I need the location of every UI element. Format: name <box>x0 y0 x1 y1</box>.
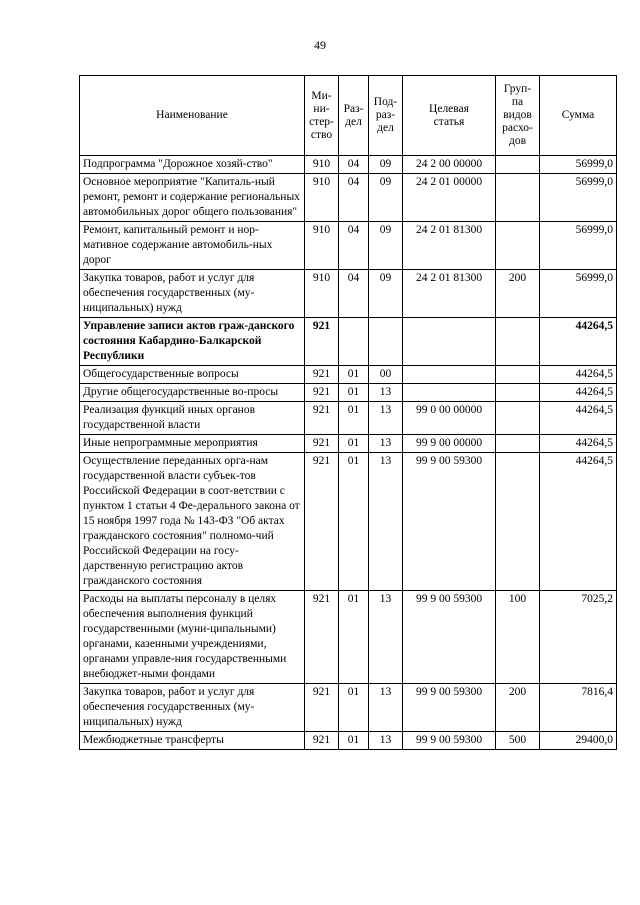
row-name-cell: Реализация функций иных органов государственной власти <box>80 402 305 435</box>
table-row <box>80 732 617 750</box>
row-subsection-cell: 13 <box>369 591 403 684</box>
row-subsection-cell: 13 <box>369 402 403 435</box>
header-sum: Сумма <box>540 76 617 156</box>
row-sum-cell: 44264,5 <box>540 384 617 402</box>
row-group-cell <box>496 222 540 270</box>
table-row <box>80 384 617 402</box>
row-group-cell <box>496 384 540 402</box>
header-expense-group: Груп- па видов расхо- дов <box>496 76 540 156</box>
row-group-cell: 500 <box>496 732 540 750</box>
row-sum-cell: 7816,4 <box>540 684 617 732</box>
row-subsection-cell: 09 <box>369 222 403 270</box>
table-row <box>80 174 617 222</box>
row-ministry-cell: 921 <box>305 684 339 732</box>
table-row <box>80 366 617 384</box>
row-name-cell: Закупка товаров, работ и услуг для обеспечения государственных (му-ниципальных) нужд <box>80 270 305 318</box>
row-ministry-cell: 921 <box>305 402 339 435</box>
row-group-cell <box>496 435 540 453</box>
header-subsection: Под- раз- дел <box>369 76 403 156</box>
row-sum-cell: 56999,0 <box>540 222 617 270</box>
row-target-cell: 99 9 00 00000 <box>403 435 496 453</box>
row-sum-cell: 44264,5 <box>540 402 617 435</box>
row-target-cell <box>403 318 496 366</box>
row-name-cell: Ремонт, капитальный ремонт и нор-мативное содержание автомобиль-ных дорог <box>80 222 305 270</box>
row-section-cell: 01 <box>339 366 369 384</box>
row-section-cell: 01 <box>339 684 369 732</box>
row-ministry-cell: 910 <box>305 222 339 270</box>
table-row <box>80 270 617 318</box>
row-section-cell: 04 <box>339 174 369 222</box>
row-subsection-cell: 13 <box>369 453 403 591</box>
row-name-cell: Закупка товаров, работ и услуг для обеспечения государственных (му-ниципальных) нужд <box>80 684 305 732</box>
row-subsection-cell: 13 <box>369 435 403 453</box>
row-section-cell: 01 <box>339 732 369 750</box>
row-subsection-cell: 13 <box>369 732 403 750</box>
table-row <box>80 402 617 435</box>
row-name-cell: Основное мероприятие "Капиталь-ный ремонт, ремонт и содержание региональных автомобильных дорог общего пользования" <box>80 174 305 222</box>
row-target-cell: 24 2 01 81300 <box>403 270 496 318</box>
budget-table <box>79 75 617 750</box>
row-section-cell <box>339 318 369 366</box>
row-sum-cell: 44264,5 <box>540 366 617 384</box>
row-group-cell <box>496 174 540 222</box>
row-target-cell: 99 9 00 59300 <box>403 684 496 732</box>
row-group-cell: 200 <box>496 270 540 318</box>
header-row <box>80 76 617 156</box>
row-ministry-cell: 921 <box>305 366 339 384</box>
row-section-cell: 01 <box>339 453 369 591</box>
row-subsection-cell: 13 <box>369 684 403 732</box>
row-name-cell: Осуществление переданных орга-нам государственной власти субъек-тов Российской Федерации в соот-ветствии с пунктом 1 статьи 4 Фе-дерального закона от 15 ноября 1997 года № 143-ФЗ "Об актах гражданского состояния" полномо-чий Российской Федерации на госу-дарственную регистрацию актов гражданского состояния <box>80 453 305 591</box>
row-target-cell: 99 9 00 59300 <box>403 591 496 684</box>
row-subsection-cell <box>369 318 403 366</box>
row-subsection-cell: 09 <box>369 174 403 222</box>
row-name-cell: Межбюджетные трансферты <box>80 732 305 750</box>
row-subsection-cell: 09 <box>369 270 403 318</box>
table-body <box>80 156 617 750</box>
row-subsection-cell: 00 <box>369 366 403 384</box>
row-section-cell: 01 <box>339 591 369 684</box>
row-name-cell: Подпрограмма "Дорожное хозяй-ство" <box>80 156 305 174</box>
row-group-cell <box>496 402 540 435</box>
row-name-cell: Общегосударственные вопросы <box>80 366 305 384</box>
row-ministry-cell: 921 <box>305 732 339 750</box>
row-section-cell: 04 <box>339 270 369 318</box>
row-ministry-cell: 921 <box>305 453 339 591</box>
row-group-cell: 200 <box>496 684 540 732</box>
row-sum-cell: 56999,0 <box>540 156 617 174</box>
row-section-cell: 01 <box>339 435 369 453</box>
row-ministry-cell: 910 <box>305 270 339 318</box>
table-row <box>80 435 617 453</box>
header-name: Наименование <box>80 76 305 156</box>
row-ministry-cell: 921 <box>305 318 339 366</box>
row-subsection-cell: 13 <box>369 384 403 402</box>
row-sum-cell: 44264,5 <box>540 435 617 453</box>
header-section: Раз- дел <box>339 76 369 156</box>
row-ministry-cell: 910 <box>305 156 339 174</box>
row-target-cell <box>403 366 496 384</box>
row-section-cell: 04 <box>339 222 369 270</box>
row-sum-cell: 44264,5 <box>540 453 617 591</box>
row-group-cell <box>496 453 540 591</box>
header-target-article: Целевая статья <box>403 76 496 156</box>
table-row <box>80 453 617 591</box>
row-ministry-cell: 921 <box>305 591 339 684</box>
row-name-cell: Расходы на выплаты персоналу в целях обеспечения выполнения функций государственными (муни-ципальными) органами, казенными учреждениями, органами управле-ния государственными внебюджет-ными фондами <box>80 591 305 684</box>
row-sum-cell: 56999,0 <box>540 174 617 222</box>
page-number: 49 <box>314 38 326 52</box>
row-group-cell <box>496 318 540 366</box>
row-target-cell: 99 9 00 59300 <box>403 453 496 591</box>
row-target-cell: 24 2 01 81300 <box>403 222 496 270</box>
row-target-cell <box>403 384 496 402</box>
row-group-cell: 100 <box>496 591 540 684</box>
row-target-cell: 24 2 00 00000 <box>403 156 496 174</box>
row-name-cell: Управление записи актов граж-данского состояния Кабардино-Балкарской Республики <box>80 318 305 366</box>
row-section-cell: 04 <box>339 156 369 174</box>
row-ministry-cell: 921 <box>305 384 339 402</box>
table-row <box>80 684 617 732</box>
row-section-cell: 01 <box>339 402 369 435</box>
header-ministry: Ми- ни- стер- ство <box>305 76 339 156</box>
row-sum-cell: 29400,0 <box>540 732 617 750</box>
row-group-cell <box>496 366 540 384</box>
table-row <box>80 156 617 174</box>
row-ministry-cell: 921 <box>305 435 339 453</box>
row-ministry-cell: 910 <box>305 174 339 222</box>
row-name-cell: Иные непрограммные мероприятия <box>80 435 305 453</box>
table-row <box>80 318 617 366</box>
table-row <box>80 222 617 270</box>
row-group-cell <box>496 156 540 174</box>
row-target-cell: 99 0 00 00000 <box>403 402 496 435</box>
row-name-cell: Другие общегосударственные во-просы <box>80 384 305 402</box>
row-sum-cell: 44264,5 <box>540 318 617 366</box>
row-target-cell: 99 9 00 59300 <box>403 732 496 750</box>
row-target-cell: 24 2 01 00000 <box>403 174 496 222</box>
table-row <box>80 591 617 684</box>
row-section-cell: 01 <box>339 384 369 402</box>
row-sum-cell: 56999,0 <box>540 270 617 318</box>
row-sum-cell: 7025,2 <box>540 591 617 684</box>
row-subsection-cell: 09 <box>369 156 403 174</box>
